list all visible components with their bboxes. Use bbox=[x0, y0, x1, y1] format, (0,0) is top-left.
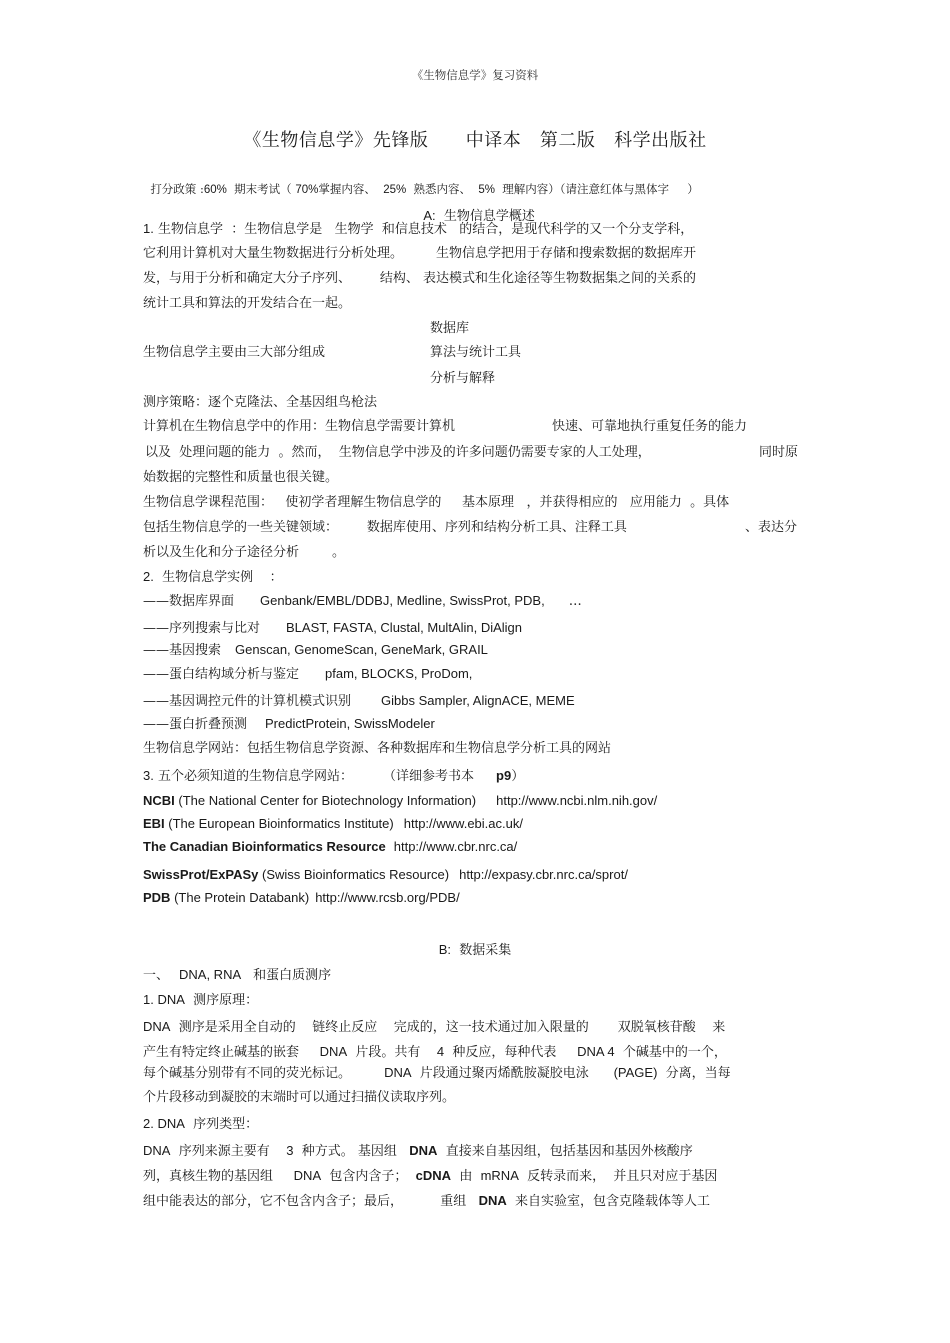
site-desc: (The European Bioinformatics Institute) bbox=[164, 816, 394, 831]
text: 片段。共有 bbox=[347, 1045, 437, 1060]
sub1-dna-rna: DNA, RNA bbox=[179, 967, 242, 982]
site-row-swissprot bbox=[143, 868, 628, 881]
example-row bbox=[143, 621, 522, 635]
part-database: 数据库 bbox=[430, 321, 470, 336]
example-row bbox=[143, 717, 435, 731]
example-row bbox=[143, 643, 488, 657]
section-b-letter: B: bbox=[438, 942, 451, 957]
term-page: (PAGE) bbox=[613, 1065, 658, 1080]
grading-prefix: 打分政策 : bbox=[150, 181, 204, 196]
section-a-letter: A: bbox=[423, 208, 436, 223]
term-dna: DNA bbox=[319, 1044, 348, 1059]
dna2-num: 2. DNA bbox=[143, 1116, 185, 1131]
dna1-line2 bbox=[143, 1045, 727, 1059]
term-mrna: mRNA bbox=[480, 1168, 519, 1183]
example-value: BLAST, FASTA, Clustal, MultAlin, DiAlign bbox=[286, 620, 523, 635]
text: 片段通过聚丙烯酰胺凝胶电泳 bbox=[411, 1066, 614, 1081]
example-label: ——基因调控元件的计算机模式识别 bbox=[143, 694, 352, 709]
scope-line3: 析以及生化和分子途径分析 。 bbox=[143, 545, 346, 560]
computer-line1a: 计算机在生物信息学中的作用：生物信息学需要计算机 bbox=[143, 419, 456, 434]
site-name: SwissProt/ExPASy bbox=[143, 867, 259, 882]
site-url[interactable]: http://www.ncbi.nlm.nih.gov/ bbox=[496, 793, 658, 808]
example-label: ——数据库界面 bbox=[143, 594, 235, 609]
site-desc: (The Protein Databank) bbox=[170, 890, 310, 905]
example-value: PredictProtein, SwissModeler bbox=[265, 716, 435, 731]
para1-line2: 它利用计算机对大量生物数据进行分析处理。 生物信息学把用于存储和搜索数据的数据库开 bbox=[143, 246, 697, 261]
term-dna: DNA bbox=[143, 1143, 171, 1158]
dna2-title: 序列类型： bbox=[193, 1117, 259, 1132]
term-dna-bold: DNA bbox=[478, 1193, 507, 1208]
text: 序列来源主要有 bbox=[170, 1144, 287, 1159]
site-row-ebi bbox=[143, 817, 523, 830]
example-ellipsis: … bbox=[568, 594, 582, 609]
dna1-line4: 个片段移动到凝胶的末端时可以通过扫描仪读取序列。 bbox=[143, 1090, 456, 1105]
site-url[interactable]: http://www.ebi.ac.uk/ bbox=[403, 816, 523, 831]
site-url[interactable]: http://www.cbr.nrc.ca/ bbox=[393, 839, 518, 854]
grading-policy bbox=[143, 172, 699, 196]
example-value: pfam, BLOCKS, ProDom, bbox=[325, 666, 473, 681]
site-row-pdb bbox=[143, 891, 460, 904]
running-header: 《生物信息学》复习资料 bbox=[411, 68, 539, 82]
site-name: EBI bbox=[143, 816, 165, 831]
number: 3 bbox=[286, 1143, 294, 1158]
computer-line2a: 以及 处理问题的能力 。然而， 生物信息学中涉及的许多问题仍需要专家的人工处理， bbox=[145, 445, 651, 460]
grading-mid3: 理解内容）（请注意红体与黑体字 ） bbox=[494, 181, 699, 196]
example-value: Genbank/EMBL/DDBJ, Medline, SwissProt, PDB, bbox=[260, 593, 545, 608]
section-a-title: 生物信息学概述 bbox=[443, 209, 535, 224]
parts-label: 生物信息学主要由三大部分组成 bbox=[143, 345, 326, 360]
section-b-heading bbox=[0, 943, 950, 957]
dna1-num: 1. DNA bbox=[143, 992, 185, 1007]
dna1-line3 bbox=[143, 1066, 731, 1080]
example-row bbox=[143, 667, 472, 681]
text: 组中能表达的部分，它不包含内含子；最后， 重组 bbox=[143, 1194, 479, 1209]
grading-pct-final: 60% bbox=[203, 183, 227, 196]
term-dna: DNA bbox=[143, 1019, 171, 1034]
dna2-line1 bbox=[143, 1144, 693, 1158]
scope-line1: 生物信息学课程范围： 使初学者理解生物信息学的 基本原理 ，并获得相应的 应用能力 。具体 bbox=[143, 495, 730, 510]
para1-text1: 生物信息学 ：生物信息学是 生物学 和信息技术 的结合，是现代科学的又一个分支学科， bbox=[157, 222, 694, 237]
sub1-heading bbox=[143, 968, 331, 982]
sites-ref: （详细参考书本 bbox=[383, 769, 475, 784]
para1-line4: 统计工具和算法的开发结合在一起。 bbox=[143, 296, 352, 311]
section-a-heading bbox=[0, 196, 950, 223]
scope-line2a: 包括生物信息学的一些关键领域： 数据库使用、序列和结构分析工具、注释工具 bbox=[143, 520, 627, 535]
text: 每个碱基分别带有不同的荧光标记。 bbox=[143, 1066, 385, 1081]
sites-ref-page: p9 bbox=[496, 768, 512, 783]
examples-title: 生物信息学实例 ： bbox=[162, 570, 283, 585]
example-value: Genscan, GenomeScan, GeneMark, GRAIL bbox=[235, 642, 488, 657]
grading-pct-master: 70% bbox=[295, 183, 319, 196]
example-value: Gibbs Sampler, AlignACE, MEME bbox=[381, 693, 575, 708]
site-name: PDB bbox=[143, 890, 171, 905]
text: 来自实验室，包含克隆载体等人工 bbox=[506, 1194, 711, 1209]
example-row bbox=[143, 694, 575, 708]
section-b-title: 数据采集 bbox=[459, 943, 512, 958]
part-analysis: 分析与解释 bbox=[430, 371, 496, 386]
text: 包含内含子； bbox=[321, 1169, 416, 1184]
number: 4 bbox=[436, 1044, 445, 1059]
example-row bbox=[143, 594, 582, 608]
text: 产生有特定终止碱基的嵌套 bbox=[143, 1045, 320, 1060]
text: 测序是采用全自动的 链终止反应 完成的，这一技术通过加入限量的 双脱氧核苷酸 来 bbox=[170, 1020, 726, 1035]
term-dna-bold: DNA bbox=[409, 1143, 438, 1158]
term-dna: DNA 4 bbox=[577, 1044, 615, 1059]
grading-mid2: 熟悉内容、 bbox=[406, 181, 479, 196]
para1-num: 1. bbox=[143, 221, 154, 236]
example-label: ——蛋白折叠预测 bbox=[143, 717, 248, 732]
sites-num: 3. bbox=[143, 768, 154, 783]
example-label: ——蛋白结构域分析与鉴定 bbox=[143, 667, 300, 682]
book-title: 《生物信息学》先锋版 中译本 第二版 科学出版社 bbox=[243, 130, 707, 151]
text: 个碱基中的一个， bbox=[614, 1045, 727, 1060]
site-desc: (Swiss Bioinformatics Resource) bbox=[258, 867, 450, 882]
text: 反转录而来， 并且只对应于基因 bbox=[518, 1169, 718, 1184]
site-name: NCBI bbox=[143, 793, 175, 808]
computer-line1b: 快速、可靠地执行重复任务的能力 bbox=[552, 419, 748, 434]
sub1-num: 一、 bbox=[143, 968, 170, 983]
dna2-heading bbox=[143, 1117, 258, 1131]
para1-line1 bbox=[143, 222, 693, 236]
site-desc: (The National Center for Biotechnology Information) bbox=[174, 793, 477, 808]
sites-ref-close: ） bbox=[511, 769, 525, 784]
sites-title: 五个必须知道的生物信息学网站： bbox=[157, 769, 353, 784]
dna1-line1 bbox=[143, 1020, 725, 1034]
dna2-line3 bbox=[143, 1194, 710, 1208]
computer-line2b: 同时原 bbox=[759, 445, 799, 460]
site-name: The Canadian Bioinformatics Resource bbox=[143, 839, 386, 854]
para1-line3: 发，与用于分析和确定大分子序列、 结构、 表达模式和生化途径等生物数据集之间的关系的 bbox=[143, 271, 697, 286]
seq-strategy: 测序策略：逐个克隆法、全基因组鸟枪法 bbox=[143, 395, 378, 410]
sub1-protein: 和蛋白质测序 bbox=[253, 968, 332, 983]
example-label: ——序列搜索与比对 bbox=[143, 621, 261, 636]
text: 由 bbox=[451, 1169, 481, 1184]
grading-mid1: 掌握内容、 bbox=[318, 181, 384, 196]
grading-exam: 期末考试（ bbox=[226, 181, 296, 196]
term-dna: DNA bbox=[384, 1065, 412, 1080]
dna1-heading bbox=[143, 993, 258, 1007]
site-url[interactable]: http://www.rcsb.org/PDB/ bbox=[315, 890, 460, 905]
text: 分离，当每 bbox=[657, 1066, 731, 1081]
text: 直接来自基因组，包括基因和基因外核酸序 bbox=[437, 1144, 693, 1159]
computer-line3: 始数据的完整性和质量也很关键。 bbox=[143, 470, 339, 485]
text: 种方式。 基因组 bbox=[293, 1144, 410, 1159]
websites-line: 生物信息学网站：包括生物信息学资源、各种数据库和生物信息学分析工具的网站 bbox=[143, 741, 612, 756]
part-algorithms: 算法与统计工具 bbox=[430, 345, 522, 360]
term-dna: DNA bbox=[293, 1168, 322, 1183]
scope-line2b: 、表达分 bbox=[745, 520, 798, 535]
site-row-ncbi bbox=[143, 794, 657, 807]
site-row-cbr bbox=[143, 840, 517, 853]
dna1-title: 测序原理： bbox=[193, 993, 259, 1008]
site-url[interactable]: http://expasy.cbr.nrc.ca/sprot/ bbox=[459, 867, 628, 882]
dna2-line2 bbox=[143, 1169, 717, 1183]
term-cdna: cDNA bbox=[415, 1168, 452, 1183]
examples-num: 2. bbox=[143, 569, 154, 584]
examples-heading bbox=[143, 570, 283, 584]
sites-heading bbox=[143, 769, 524, 783]
example-label: ——基因搜索 bbox=[143, 643, 222, 658]
text: 种反应，每种代表 bbox=[444, 1045, 578, 1060]
grading-pct-understand: 5% bbox=[478, 183, 495, 196]
grading-pct-familiar: 25% bbox=[383, 183, 407, 196]
text: 列，真核生物的基因组 bbox=[143, 1169, 294, 1184]
